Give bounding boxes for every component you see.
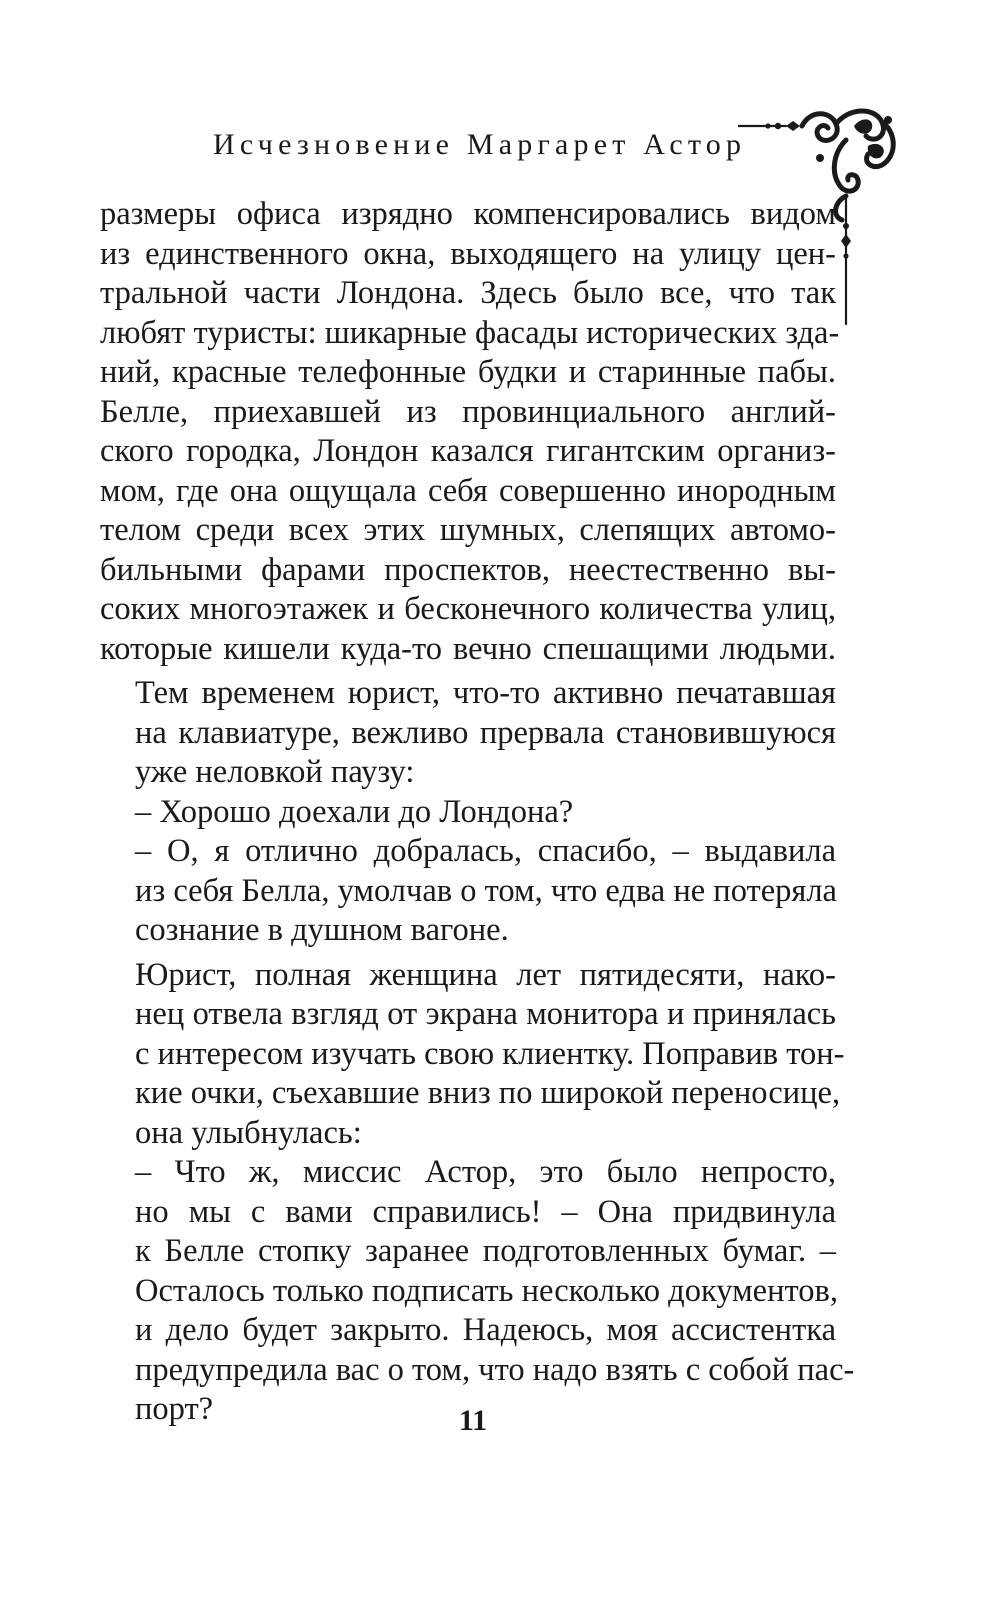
paragraph-2 [100,674,836,793]
text-line: сознание в душном вагоне. [135,912,509,948]
text-line: к Белле стопку заранее подготовленных бумаг. – [135,1233,836,1269]
text-line: из себя Белла, умолчав о том, что едва не потеряла [135,872,837,909]
text-line: Осталось только подписать несколько документов, [135,1272,838,1309]
text-line: – О, я отлично добралась, спасибо, – выдавила [135,833,836,869]
text-line: бильными фарами проспектов, неестественно вы- [100,551,836,588]
text-line: телом среди всех этих шумных, слепящих автомо- [100,512,836,548]
running-title: Исчезновение Маргарет Астор [213,128,747,161]
text-line: размеры офиса изрядно компенсировались видом [100,196,836,232]
text-line: ний, красные телефонные будки и старинные пабы. [100,354,836,390]
text-line: нец отвела взгляд от экрана монитора и принялась [135,996,836,1032]
text-line: предупредила вас о том, что надо взять с собой пас- [135,1351,855,1388]
text-line: порт? [135,1391,214,1427]
paragraph-1 [100,195,840,669]
text-line: тральной части Лондона. Здесь было все, что так [100,275,836,311]
paragraph-6 [100,1153,855,1430]
paragraph-5 [100,956,845,1154]
text-line: из единственного окна, выходящего на улицу цен- [100,235,836,272]
paragraph-3 [100,793,836,833]
text-line: кие очки, съехавшие вниз по широкой переносице, [135,1075,841,1111]
text-line: с интересом изучать свою клиентку. Поправив тон- [135,1035,845,1072]
text-line: – Хорошо доехали до Лондона? [135,793,574,830]
paragraph-4 [100,832,836,951]
body-text [100,195,855,1430]
text-line: и дело будет закрыто. Надеюсь, моя ассистентка [135,1312,836,1348]
text-line: любят туристы: шикарные фасады исторических зда- [100,314,840,351]
text-line: – Что ж, миссис Астор, это было непросто, [135,1154,836,1190]
text-line: ского городка, Лондон казался гигантским организ- [100,433,836,469]
text-line: уже неловкой паузу: [135,754,415,790]
text-line: Юрист, полная женщина лет пятидесяти, нако- [135,956,836,993]
page-number: 11 [458,1404,488,1437]
text-line: Тем временем юрист, что-то активно печатавшая [135,675,836,711]
text-line: она улыбнулась: [135,1114,362,1151]
text-line: которые кишели куда-то вечно спешащими людьми. [100,630,836,667]
text-line: на клавиатуре, вежливо прервала становившуюся [135,714,836,751]
text-line: Белле, приехавшей из провинциального англий- [100,393,836,430]
text-line: мом, где она ощущала себя совершенно инородным [100,472,836,509]
text-line: соких многоэтажек и бесконечного количества улиц, [100,591,836,627]
text-line: но мы с вами справились! – Она придвинула [135,1193,836,1230]
